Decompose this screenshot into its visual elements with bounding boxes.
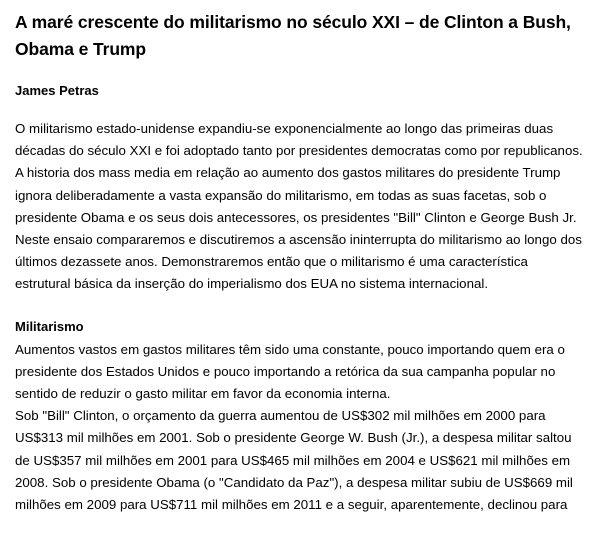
section-heading-militarismo: Militarismo: [15, 318, 84, 334]
section-paragraph-1: Aumentos vastos em gastos militares têm sido uma constante, pouco importando quem era o presidente dos Estados Unidos e pouco importando a retórica da sua campanha popular no sentido de reduzir o gasto militar em favor da economia interna.: [15, 341, 565, 402]
intro-paragraph-1: O militarismo estado-unidense expandiu-se exponencialmente ao longo das primeiras duas décadas do século XXI e foi adoptado tanto por presidentes democratas como por republicanos. A historia dos mass media em relação ao aumento dos gastos militares do presidente Trump ignora deliberadamente a vasta expansão do militarismo, em todas as suas facetas, sob o presidente Obama e os seus dois antecessores, os presidentes "Bill" Clinton e George Bush Jr.: [15, 121, 583, 225]
section-paragraph-2: Sob "Bill" Clinton, o orçamento da guerra aumentou de US$302 mil milhões em 2000 para US$313 mil milhões em 2001. Sob o presidente George W. Bush (Jr.), a despesa militar saltou de US$357 mil milhões em 2001 para US$465 mil milhões em 2004 e US$621 mil milhões em 2008. Sob o presidente Obama (o "Candidato da Paz"), a despesa militar subiu de US$669 mil milhões em 2009 para US$711 mil milhões em 2011 e a seguir, aparentemente, declinou para: [15, 408, 573, 513]
article-title-line-2: Obama e Trump: [15, 39, 146, 59]
article-title: [15, 9, 585, 63]
intro-paragraph-2: Neste ensaio compararemos e discutiremos a ascensão ininterrupta do militarismo ao longo dos últimos dezassete anos. Demonstraremos então que o militarismo é uma característica estrutural básica da inserção do imperialismo dos EUA no sistema internacional.: [15, 232, 582, 292]
article-title-line-1: A maré crescente do militarismo no século XXI – de Clinton a Bush,: [15, 12, 571, 32]
article-author: James Petras: [15, 83, 99, 98]
document-page: [15, 0, 585, 516]
